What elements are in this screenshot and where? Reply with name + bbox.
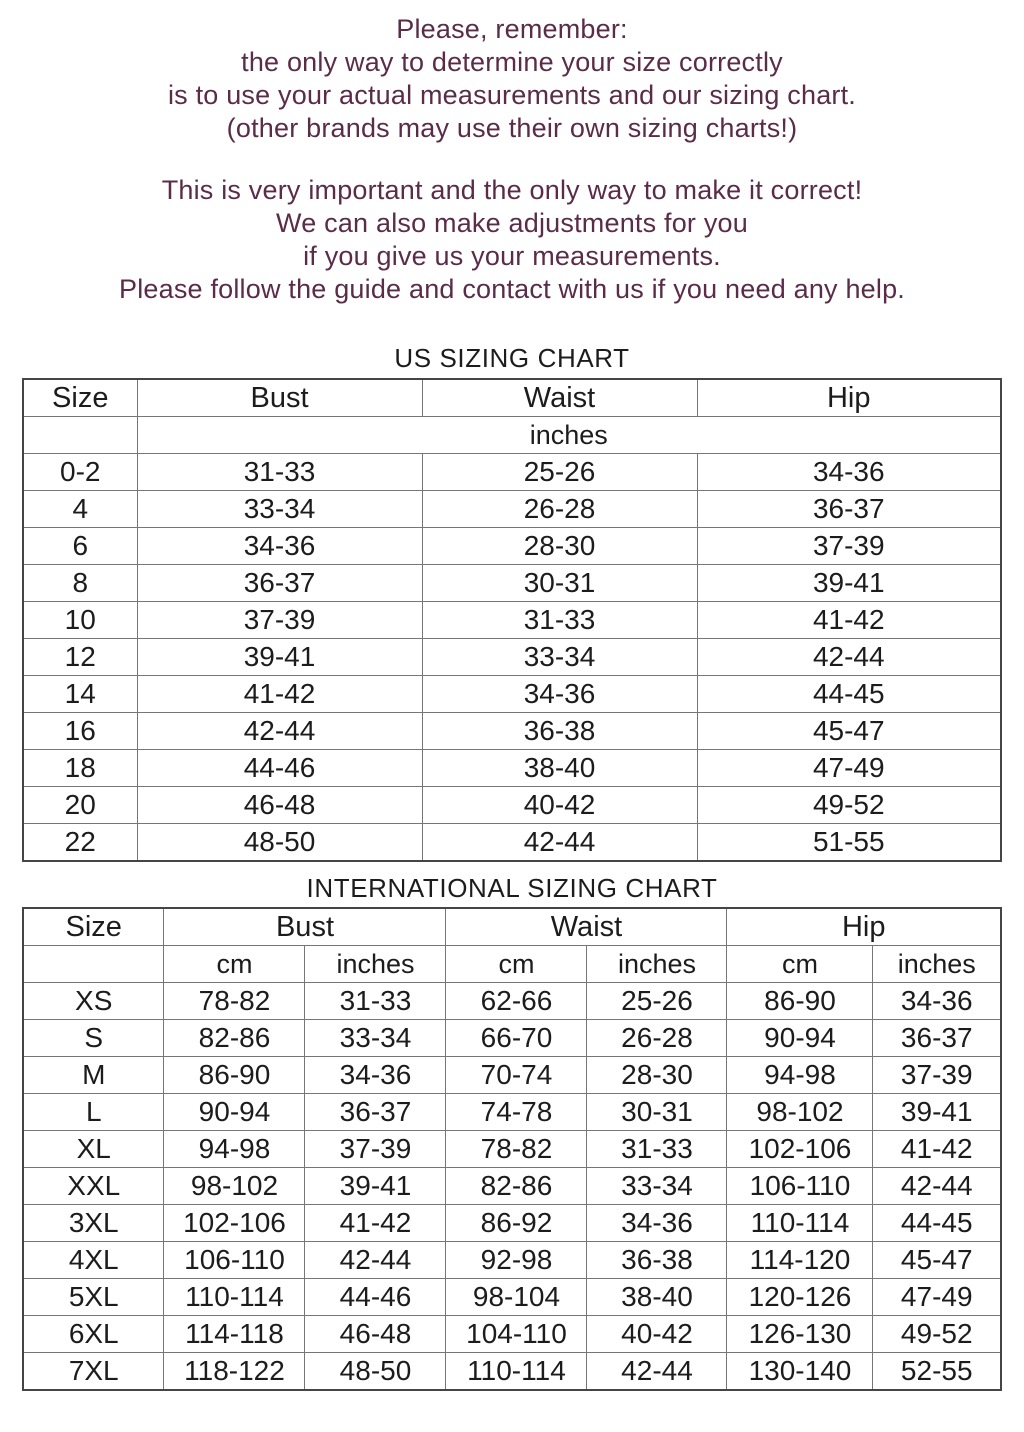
intro-line: is to use your actual measurements and our sizing chart. [167,80,857,110]
measurement-cell: 86-90 [164,1057,305,1094]
column-header-size: Size [23,908,164,946]
us-sizing-table [22,378,1002,862]
measurement-cell: 37-39 [305,1131,446,1168]
measurement-cell: 42-44 [422,824,697,862]
size-cell: 6 [23,528,137,565]
measurement-cell: 104-110 [446,1316,587,1353]
measurement-cell: 37-39 [137,602,422,639]
intro-line: (other brands may use their own sizing charts!) [226,113,798,143]
column-header-hip: Hip [727,908,1001,946]
unit-cell: inches [873,946,1001,983]
size-cell: 3XL [23,1205,164,1242]
measurement-cell: 78-82 [446,1131,587,1168]
measurement-cell: 36-38 [422,713,697,750]
intl-chart-title: INTERNATIONAL SIZING CHART [306,873,718,903]
measurement-cell: 42-44 [697,639,1001,676]
measurement-cell: 70-74 [446,1057,587,1094]
measurement-cell: 33-34 [137,491,422,528]
measurement-cell: 44-45 [873,1205,1001,1242]
size-cell: 6XL [23,1316,164,1353]
unit-cell: cm [727,946,873,983]
measurement-cell: 39-41 [305,1168,446,1205]
measurement-cell: 36-37 [137,565,422,602]
intro-line: if you give us your measurements. [303,241,721,271]
size-cell: 4XL [23,1242,164,1279]
measurement-cell: 36-37 [697,491,1001,528]
table-row [23,639,1001,676]
measurement-cell: 62-66 [446,983,587,1020]
table-row [23,1316,1001,1353]
measurement-cell: 82-86 [164,1020,305,1057]
measurement-cell: 41-42 [137,676,422,713]
measurement-cell: 36-37 [873,1020,1001,1057]
measurement-cell: 42-44 [873,1168,1001,1205]
measurement-cell: 98-102 [727,1094,873,1131]
measurement-cell: 39-41 [697,565,1001,602]
measurement-cell: 106-110 [164,1242,305,1279]
size-cell: XXL [23,1168,164,1205]
measurement-cell: 33-34 [587,1168,727,1205]
size-cell: M [23,1057,164,1094]
measurement-cell: 34-36 [305,1057,446,1094]
table-row [23,824,1001,862]
measurement-cell: 48-50 [137,824,422,862]
measurement-cell: 90-94 [164,1094,305,1131]
table-row [23,1353,1001,1391]
table-row [23,565,1001,602]
measurement-cell: 39-41 [873,1094,1001,1131]
measurement-cell: 78-82 [164,983,305,1020]
measurement-cell: 106-110 [727,1168,873,1205]
size-cell: 20 [23,787,137,824]
measurement-cell: 31-33 [137,454,422,491]
measurement-cell: 46-48 [137,787,422,824]
size-cell: XS [23,983,164,1020]
measurement-cell: 41-42 [305,1205,446,1242]
measurement-cell: 39-41 [137,639,422,676]
measurement-cell: 110-114 [727,1205,873,1242]
measurement-cell: 46-48 [305,1316,446,1353]
measurement-cell: 40-42 [587,1316,727,1353]
size-cell: 4 [23,491,137,528]
measurement-cell: 86-90 [727,983,873,1020]
measurement-cell: 41-42 [873,1131,1001,1168]
measurement-cell: 118-122 [164,1353,305,1391]
table-row [23,1168,1001,1205]
size-cell: XL [23,1131,164,1168]
measurement-cell: 102-106 [727,1131,873,1168]
column-header-hip: Hip [697,379,1001,417]
measurement-cell: 34-36 [422,676,697,713]
measurement-cell: 36-38 [587,1242,727,1279]
intro-line: We can also make adjustments for you [276,208,748,238]
table-row [23,1094,1001,1131]
measurement-cell: 26-28 [422,491,697,528]
table-row [23,676,1001,713]
measurement-cell: 114-120 [727,1242,873,1279]
measurement-cell: 90-94 [727,1020,873,1057]
measurement-cell: 25-26 [587,983,727,1020]
table-row [23,787,1001,824]
table-row [23,1279,1001,1316]
measurement-cell: 45-47 [873,1242,1001,1279]
intl-table-body [23,983,1001,1391]
size-cell: 12 [23,639,137,676]
measurement-cell: 36-37 [305,1094,446,1131]
measurement-cell: 94-98 [164,1131,305,1168]
table-row [23,1205,1001,1242]
table-row [23,1242,1001,1279]
unit-cell: cm [164,946,305,983]
size-cell: S [23,1020,164,1057]
measurement-cell: 49-52 [697,787,1001,824]
unit-cell: inches [305,946,446,983]
measurement-cell: 120-126 [727,1279,873,1316]
column-header-size: Size [23,379,137,417]
intro-paragraph-2 [0,174,1024,306]
empty-cell [23,946,164,983]
us-table-header-row [23,379,1001,417]
size-cell: L [23,1094,164,1131]
measurement-cell: 126-130 [727,1316,873,1353]
measurement-cell: 28-30 [422,528,697,565]
table-row [23,1131,1001,1168]
measurement-cell: 45-47 [697,713,1001,750]
measurement-cell: 34-36 [697,454,1001,491]
table-row [23,528,1001,565]
measurement-cell: 114-118 [164,1316,305,1353]
measurement-cell: 74-78 [446,1094,587,1131]
table-row [23,602,1001,639]
measurement-cell: 110-114 [164,1279,305,1316]
table-row [23,491,1001,528]
column-header-bust: Bust [164,908,446,946]
measurement-cell: 51-55 [697,824,1001,862]
measurement-cell: 110-114 [446,1353,587,1391]
measurement-cell: 130-140 [727,1353,873,1391]
measurement-cell: 28-30 [587,1057,727,1094]
measurement-cell: 47-49 [873,1279,1001,1316]
table-row [23,713,1001,750]
intro-text-block [0,0,1024,306]
measurement-cell: 82-86 [446,1168,587,1205]
intl-unit-row [23,946,1001,983]
intl-sizing-table [22,907,1002,1391]
paragraph-spacer [0,145,1024,174]
measurement-cell: 31-33 [422,602,697,639]
us-unit-row [23,417,1001,454]
intro-line: This is very important and the only way to make it correct! [161,175,863,205]
measurement-cell: 86-92 [446,1205,587,1242]
size-cell: 10 [23,602,137,639]
size-cell: 0-2 [23,454,137,491]
column-header-waist: Waist [422,379,697,417]
measurement-cell: 42-44 [305,1242,446,1279]
measurement-cell: 34-36 [587,1205,727,1242]
table-row [23,750,1001,787]
measurement-cell: 49-52 [873,1316,1001,1353]
unit-cell: inches [137,417,1001,454]
measurement-cell: 34-36 [137,528,422,565]
measurement-cell: 34-36 [873,983,1001,1020]
size-cell: 5XL [23,1279,164,1316]
measurement-cell: 48-50 [305,1353,446,1391]
measurement-cell: 98-104 [446,1279,587,1316]
measurement-cell: 26-28 [587,1020,727,1057]
size-cell: 14 [23,676,137,713]
size-cell: 8 [23,565,137,602]
measurement-cell: 52-55 [873,1353,1001,1391]
measurement-cell: 38-40 [587,1279,727,1316]
measurement-cell: 25-26 [422,454,697,491]
measurement-cell: 66-70 [446,1020,587,1057]
intl-table-header-row [23,908,1001,946]
size-cell: 16 [23,713,137,750]
size-cell: 18 [23,750,137,787]
intro-line: Please, remember: [396,14,628,44]
measurement-cell: 31-33 [587,1131,727,1168]
table-row [23,1057,1001,1094]
measurement-cell: 37-39 [697,528,1001,565]
intro-line: the only way to determine your size correctly [241,47,783,77]
column-header-waist: Waist [446,908,727,946]
measurement-cell: 42-44 [137,713,422,750]
measurement-cell: 40-42 [422,787,697,824]
us-table-body [23,454,1001,862]
us-chart-title: US SIZING CHART [394,343,630,373]
measurement-cell: 31-33 [305,983,446,1020]
measurement-cell: 98-102 [164,1168,305,1205]
column-header-bust: Bust [137,379,422,417]
measurement-cell: 33-34 [305,1020,446,1057]
size-cell: 22 [23,824,137,862]
measurement-cell: 44-45 [697,676,1001,713]
measurement-cell: 44-46 [305,1279,446,1316]
empty-cell [23,417,137,454]
measurement-cell: 30-31 [422,565,697,602]
intro-paragraph-1 [0,13,1024,145]
intro-line: Please follow the guide and contact with us if you need any help. [118,274,905,304]
measurement-cell: 33-34 [422,639,697,676]
size-cell: 7XL [23,1353,164,1391]
measurement-cell: 41-42 [697,602,1001,639]
table-row [23,454,1001,491]
measurement-cell: 42-44 [587,1353,727,1391]
measurement-cell: 102-106 [164,1205,305,1242]
unit-cell: inches [587,946,727,983]
measurement-cell: 92-98 [446,1242,587,1279]
table-row [23,1020,1001,1057]
measurement-cell: 30-31 [587,1094,727,1131]
measurement-cell: 38-40 [422,750,697,787]
table-row [23,983,1001,1020]
unit-cell: cm [446,946,587,983]
measurement-cell: 47-49 [697,750,1001,787]
measurement-cell: 94-98 [727,1057,873,1094]
measurement-cell: 44-46 [137,750,422,787]
measurement-cell: 37-39 [873,1057,1001,1094]
